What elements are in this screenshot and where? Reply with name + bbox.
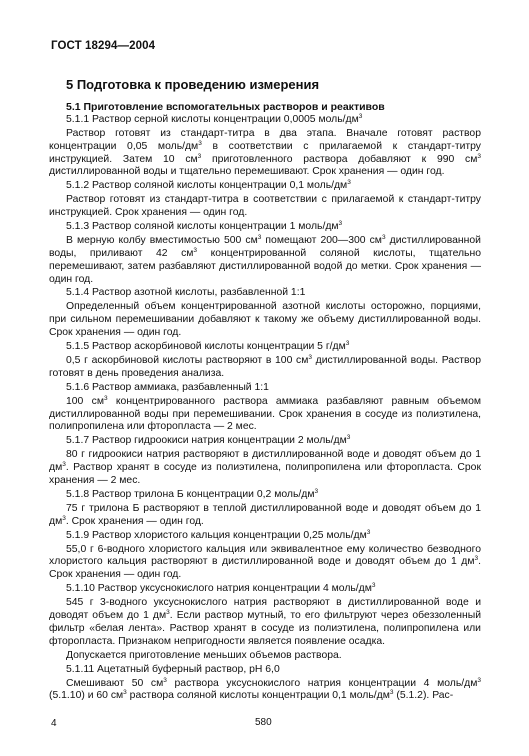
paragraph: Раствор готовят из стандарт-титра в два этапа. Вначале готовят раствор концентрации 0,05 моль/$дм^3$ в соответствии с прилагаемой к стандарт-титру инструкцией. Затем 10 $см^3$ приготовленного раствора добавляют к 990 $см^3$ дистиллированной воды и тщательно перемешивают. Срок хранения — один год.: [49, 127, 481, 178]
paragraph: 75 г трилона Б растворяют в теплой дистиллированной воде и доводят объем до 1 $дм^3$. Срок хранения — один год.: [49, 502, 481, 527]
paragraph: 5.1.6 Раствор аммиака, разбавленный 1:1: [66, 381, 269, 393]
paragraph: Допускается приготовление меньших объемов раствора.: [66, 649, 342, 661]
paragraph: 5.1.8 Раствор трилона Б концентрации 0,2 моль/$дм^3$: [66, 487, 319, 500]
page-number: 4: [51, 718, 57, 729]
paragraph: Определенный объем концентрированной азотной кислоты осторожно, порциями, при сильном перемешивании добавляют к такому же объему дистиллированной воды. Срок хранения — один год.: [49, 301, 481, 339]
paragraph: В мерную колбу вместимостью 500 $см^3$ помещают 200—300 $см^3$ дистиллированной воды, приливают 42 $см^3$ концентрированной соляной кислоты, тщательно перемешивают, затем разбавляют дистиллированной водой до метки. Срок хранения — один год.: [49, 234, 481, 285]
paragraph: 5.1.2 Раствор соляной кислоты концентрации 0,1 моль/$дм^3$: [66, 179, 351, 192]
document-body: [49, 114, 481, 704]
paragraph: 5.1.4 Раствор азотной кислоты, разбавленной 1:1: [66, 287, 306, 299]
paragraph: 0,5 г аскорбиновой кислоты растворяют в 100 $см^3$ дистиллированной воды. Раствор готовят в день проведения анализа.: [49, 354, 481, 379]
paragraph: 55,0 г 6-водного хлористого кальция или эквивалентное ему количество безводного хлористого кальция растворяют в дистиллированной воде и доводят объем до 1 $дм^3$. Срок хранения — один год.: [49, 543, 481, 581]
section-title: 5 Подготовка к проведению измерения: [66, 77, 320, 92]
archive-page-number: 580: [255, 717, 272, 728]
paragraph: 80 г гидроокиси натрия растворяют в дистиллированной воде и доводят объем до 1 $дм^3$. Раствор хранят в сосуде из полиэтилена, полипропилена или фторопласта. Срок хранения — 2 мес.: [49, 449, 481, 486]
paragraph: 5.1.1 Раствор серной кислоты концентрации 0,0005 моль/$дм^3$: [66, 113, 363, 125]
paragraph: 545 г 3-водного уксуснокислого натрия растворяют в дистиллированной воде и доводят объем до 1 $дм^3$. Если раствор мутный, то его фильтруют через обеззоленный фильтр «белая лента». Раствор хранят в сосуде из полиэтилена, полипропилена или фторопласта. Признаком непригодности является появление осадка.: [49, 597, 482, 647]
paragraph: 5.1.3 Раствор соляной кислоты концентрации 1 моль/$дм^3$: [66, 220, 343, 233]
paragraph: 5.1.11 Ацетатный буферный раствор, pH 6,0: [66, 663, 280, 675]
paragraph: 100 $см^3$ концентрированного раствора аммиака разбавляют равным объемом дистиллированной воды при перемешивании. Срок хранения в сосуде из полиэтилена, полипропилена или фторопласта — 2 мес.: [49, 394, 481, 433]
paragraph: Раствор готовят из стандарт-титра в соответствии с прилагаемой к стандарт-титру инструкцией. Срок хранения — один год.: [49, 194, 481, 219]
document-header: ГОСТ 18294—2004: [51, 40, 156, 52]
paragraph: 5.1.10 Раствор уксуснокислого натрия концентрации 4 моль/$дм^3$: [66, 582, 376, 595]
paragraph: 5.1.7 Раствор гидроокиси натрия концентрации 2 моль/$дм^3$: [66, 434, 351, 447]
subsection-title: 5.1 Приготовление вспомогательных растворов и реактивов: [66, 101, 385, 113]
paragraph: Смешивают 50 $см^3$ раствора уксуснокислого натрия концентрации 4 моль/$дм^3$ (5.1.10) и 60 $см^3$ раствора соляной кислоты концентрации 0,1 моль/$дм^3$ (5.1.2). Рас-: [49, 676, 481, 702]
paragraph: 5.1.5 Раствор аскорбиновой кислоты концентрации 5 $г/дм^3$: [66, 340, 350, 353]
paragraph: 5.1.9 Раствор хлористого кальция концентрации 0,25 моль/$дм^3$: [66, 528, 371, 541]
